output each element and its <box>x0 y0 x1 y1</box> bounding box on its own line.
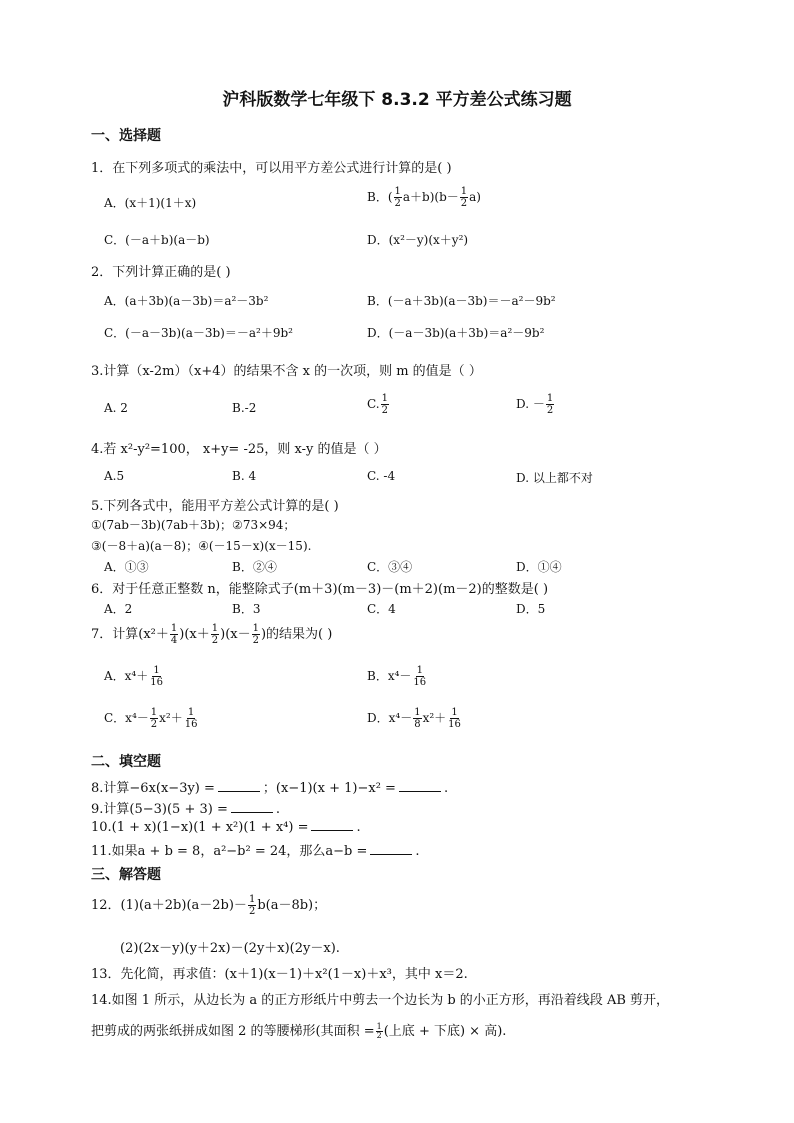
question-3-stem: 3.计算（x-2m）（x+4）的结果不含 x 的一次项，则 m 的值是（ ） <box>91 364 482 379</box>
question-1-option-c: C．(－a＋b)(a－b) <box>104 233 210 247</box>
question-5-line-2: ③(－8＋a)(a－8)；④(－15－x)(x－15). <box>91 539 312 553</box>
question-7-option-b: B．x⁴－ $\frac{1}{16}$ <box>367 665 427 688</box>
fraction: $\frac{1}{2}$ <box>211 623 219 646</box>
question-7-option-c: C．x⁴－ $\frac{1}{2}$ x²＋ $\frac{1}{16}$ <box>104 707 198 730</box>
question-3-option-a: A. 2 <box>104 401 128 415</box>
answer-blank[interactable] <box>231 801 273 813</box>
question-1-option-d: D．(x²－y)(x＋y²) <box>367 233 469 247</box>
fraction: $\frac{1}{2}$ <box>381 393 388 416</box>
question-2-stem: 2．下列计算正确的是( ) <box>91 265 231 280</box>
question-4-option-c: C. -4 <box>367 469 396 483</box>
fraction: $\frac{1}{2}$ <box>460 186 468 209</box>
question-6-option-a: A．2 <box>104 602 133 616</box>
question-6-stem: 6．对于任意正整数 n，能整除式子(m＋3)(m－3)－(m＋2)(m－2)的整数是( ) <box>91 582 549 597</box>
question-11: 11.如果a + b = 8，a²−b² = 24，那么a−b = . <box>91 844 420 859</box>
question-2-option-c: C．(－a－3b)(a－3b)＝－a²＋9b² <box>104 326 293 340</box>
question-2-option-b: B．(－a＋3b)(a－3b)＝－a²－9b² <box>367 294 556 308</box>
fraction: $\frac{1}{4}$ <box>170 623 178 646</box>
question-5-option-d: D．①④ <box>516 560 562 574</box>
question-3-option-d: D. － $\frac{1}{2}$ <box>516 393 554 416</box>
question-1-stem: 1．在下列多项式的乘法中，可以用平方差公式进行计算的是( ) <box>91 161 452 176</box>
question-8: 8.计算−6x(x−3y) = ；(x−1)(x + 1)−x² = . <box>91 781 449 796</box>
fraction: $\frac{1}{2}$ <box>252 623 259 646</box>
question-5-option-b: B．②④ <box>232 560 277 574</box>
question-10: 10.(1 + x)(1−x)(1 + x²)(1 + x⁴) = . <box>91 820 361 835</box>
answer-blank[interactable] <box>311 819 353 831</box>
fraction: $\frac{1}{2}$ <box>546 393 554 416</box>
question-5-stem: 5.下列各式中，能用平方差公式计算的是( ) <box>91 499 339 514</box>
fraction: $\frac{1}{8}$ <box>414 707 421 730</box>
question-4-option-a: A.5 <box>104 469 125 483</box>
question-4-option-b: B. 4 <box>232 469 257 483</box>
question-7-option-a: A．x⁴＋ $\frac{1}{16}$ <box>104 665 163 688</box>
question-7-option-d: D．x⁴－ $\frac{1}{8}$ x²＋ $\frac{1}{16}$ <box>367 707 461 730</box>
question-12-part-1: 12．(1)(a＋2b)(a－2b)－ $\frac{1}{2}$ b(a－8b)； <box>91 894 327 917</box>
question-2-option-a: A．(a＋3b)(a－3b)＝a²－3b² <box>104 294 269 308</box>
fraction: $\frac{1}{16}$ <box>184 707 198 730</box>
question-14-line-1: 14.如图 1 所示，从边长为 a 的正方形纸片中剪去一个边长为 b 的小正方形，再沿着线段 AB 剪开， <box>91 993 670 1008</box>
question-4-stem: 4.若 x²-y²=100， x+y= -25，则 x-y 的值是（ ） <box>91 442 387 457</box>
fraction: $\frac{1}{2}$ <box>376 1022 382 1040</box>
fraction: $\frac{1}{16}$ <box>448 707 461 730</box>
section-heading-choice: 一、选择题 <box>91 128 161 144</box>
fraction: $\frac{1}{16}$ <box>150 665 163 688</box>
question-5-line-1: ①(7ab－3b)(7ab＋3b)；②73×94； <box>91 518 296 532</box>
question-1-option-a: A．(x＋1)(1＋x) <box>104 196 197 210</box>
question-9: 9.计算(5−3)(5 + 3) = . <box>91 802 280 817</box>
question-6-option-c: C．4 <box>367 602 396 616</box>
question-14-line-2: 把剪成的两张纸拼成如图 2 的等腰梯形(其面积 = $\frac{1}{2}$ (上底 + 下底) × 高). <box>91 1022 507 1040</box>
fraction: $\frac{1}{16}$ <box>413 665 427 688</box>
question-7-stem: 7．计算(x²＋ $\frac{1}{4}$ )(x＋ $\frac{1}{2}$ )(x－ $\frac{1}{2}$ )的结果为( ) <box>91 623 333 646</box>
question-4-option-d: D. 以上都不对 <box>516 471 593 485</box>
question-6-option-b: B．3 <box>232 602 261 616</box>
question-5-option-a: A．①③ <box>104 560 149 574</box>
fraction: $\frac{1}{2}$ <box>150 707 158 730</box>
section-heading-answer: 三、解答题 <box>91 867 161 883</box>
question-3-option-b: B.-2 <box>232 401 257 415</box>
answer-blank[interactable] <box>399 780 441 792</box>
question-2-option-d: D．(－a－3b)(a＋3b)＝a²－9b² <box>367 326 545 340</box>
question-3-option-c: C. $\frac{1}{2}$ <box>367 393 388 416</box>
answer-blank[interactable] <box>218 780 260 792</box>
question-6-option-d: D．5 <box>516 602 546 616</box>
question-12-part-2: (2)(2x－y)(y＋2x)－(2y＋x)(2y－x). <box>120 941 340 956</box>
question-13: 13．先化简，再求值：(x＋1)(x－1)＋x²(1－x)＋x³，其中 x＝2. <box>91 967 468 982</box>
question-1-option-b: B．( $\frac{1}{2}$ a＋b)(b－ $\frac{1}{2}$ a) <box>367 186 481 209</box>
page-title: 沪科版数学七年级下 8.3.2 平方差公式练习题 <box>222 90 572 110</box>
question-5-option-c: C．③④ <box>367 560 413 574</box>
answer-blank[interactable] <box>370 843 412 855</box>
section-heading-fill: 二、填空题 <box>91 754 161 770</box>
fraction: $\frac{1}{2}$ <box>248 894 256 917</box>
fraction: $\frac{1}{2}$ <box>394 186 401 209</box>
